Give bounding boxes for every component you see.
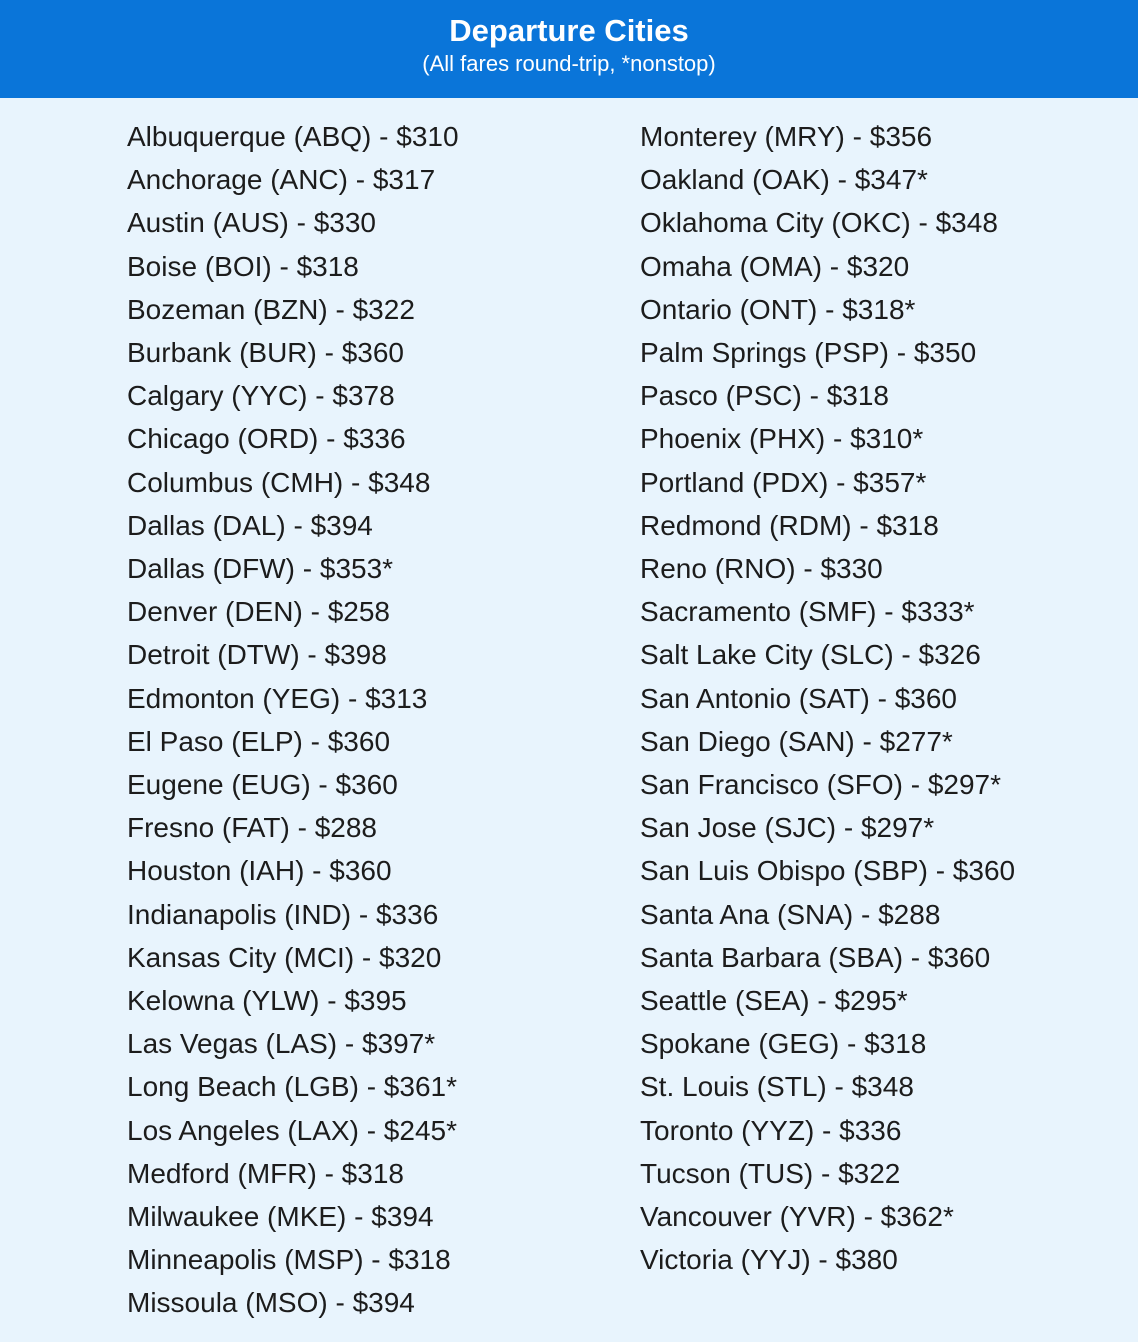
city-fare-item: Toronto (YYZ) - $336 — [640, 1114, 902, 1146]
city-fare-item: Long Beach (LGB) - $361* — [127, 1071, 457, 1103]
city-columns — [0, 98, 1138, 1342]
city-fare-item: Missoula (MSO) - $394 — [127, 1287, 415, 1319]
city-fare-item: San Antonio (SAT) - $360 — [640, 682, 957, 714]
city-fare-item: Sacramento (SMF) - $333* — [640, 596, 975, 628]
city-fare-item: Dallas (DFW) - $353* — [127, 553, 394, 585]
city-fare-item: El Paso (ELP) - $360 — [127, 725, 391, 757]
city-fare-item: Kansas City (MCI) - $320 — [127, 941, 442, 973]
city-fare-item: Houston (IAH) - $360 — [127, 855, 392, 887]
city-fare-item: Seattle (SEA) - $295* — [640, 985, 908, 1017]
city-fare-item: Indianapolis (IND) - $336 — [127, 898, 439, 930]
city-fare-item: Calgary (YYC) - $378 — [127, 380, 395, 412]
city-fare-item: Las Vegas (LAS) - $397* — [127, 1028, 436, 1060]
city-fare-item: Boise (BOI) - $318 — [127, 250, 359, 282]
city-fare-item: Minneapolis (MSP) - $318 — [127, 1244, 451, 1276]
city-fare-item: Kelowna (YLW) - $395 — [127, 985, 407, 1017]
city-fare-item: Ontario (ONT) - $318* — [640, 293, 916, 325]
city-fare-item: Phoenix (PHX) - $310* — [640, 423, 924, 455]
city-fare-item: Milwaukee (MKE) - $394 — [127, 1201, 434, 1233]
city-fare-item: Dallas (DAL) - $394 — [127, 509, 373, 541]
city-fare-item: Austin (AUS) - $330 — [127, 207, 376, 239]
city-fare-item: Fresno (FAT) - $288 — [127, 812, 378, 844]
city-fare-item: Monterey (MRY) - $356 — [640, 121, 933, 152]
city-fare-item: Santa Ana (SNA) - $288 — [640, 898, 941, 930]
city-fare-item: Medford (MFR) - $318 — [127, 1157, 404, 1189]
city-fare-item: Santa Barbara (SBA) - $360 — [640, 941, 991, 973]
city-fare-item: Albuquerque (ABQ) - $310 — [127, 121, 459, 152]
city-list-left — [127, 115, 459, 1325]
header-banner — [0, 0, 1138, 98]
city-fare-item: Reno (RNO) - $330 — [640, 553, 883, 585]
city-fare-item: Victoria (YYJ) - $380 — [640, 1244, 898, 1276]
city-fare-item: Detroit (DTW) - $398 — [127, 639, 387, 671]
city-fare-item: San Francisco (SFO) - $297* — [640, 769, 1002, 801]
city-fare-item: Burbank (BUR) - $360 — [127, 337, 405, 369]
city-fare-item: Eugene (EUG) - $360 — [127, 769, 398, 801]
city-fare-item: San Jose (SJC) - $297* — [640, 812, 935, 844]
city-fare-item: Los Angeles (LAX) - $245* — [127, 1114, 457, 1146]
city-fare-item: San Luis Obispo (SBP) - $360 — [640, 855, 1016, 887]
city-fare-item: Edmonton (YEG) - $313 — [127, 682, 428, 714]
city-fare-item: Salt Lake City (SLC) - $326 — [640, 639, 981, 671]
city-fare-item: Oklahoma City (OKC) - $348 — [640, 207, 998, 239]
city-fare-item: Denver (DEN) - $258 — [127, 596, 390, 628]
city-fare-item: Palm Springs (PSP) - $350 — [640, 337, 977, 369]
city-fare-item: Tucson (TUS) - $322 — [640, 1157, 901, 1189]
city-fare-item: St. Louis (STL) - $348 — [640, 1071, 914, 1103]
city-fare-item: Columbus (CMH) - $348 — [127, 466, 431, 498]
page-subtitle: (All fares round-trip, *nonstop) — [422, 51, 716, 76]
city-list-right — [640, 115, 1015, 1281]
city-fare-item: Pasco (PSC) - $318 — [640, 380, 889, 412]
city-fare-item: San Diego (SAN) - $277* — [640, 725, 953, 757]
page-title: Departure Cities — [449, 13, 689, 48]
city-fare-item: Vancouver (YVR) - $362* — [640, 1201, 954, 1233]
city-fare-item: Bozeman (BZN) - $322 — [127, 293, 415, 325]
city-fare-item: Spokane (GEG) - $318 — [640, 1028, 927, 1060]
city-fare-item: Oakland (OAK) - $347* — [640, 164, 928, 196]
city-fare-item: Anchorage (ANC) - $317 — [127, 164, 436, 196]
city-fare-item: Redmond (RDM) - $318 — [640, 509, 939, 541]
city-fare-item: Chicago (ORD) - $336 — [127, 423, 406, 455]
city-fare-item: Portland (PDX) - $357* — [640, 466, 927, 498]
city-fare-item: Omaha (OMA) - $320 — [640, 250, 910, 282]
